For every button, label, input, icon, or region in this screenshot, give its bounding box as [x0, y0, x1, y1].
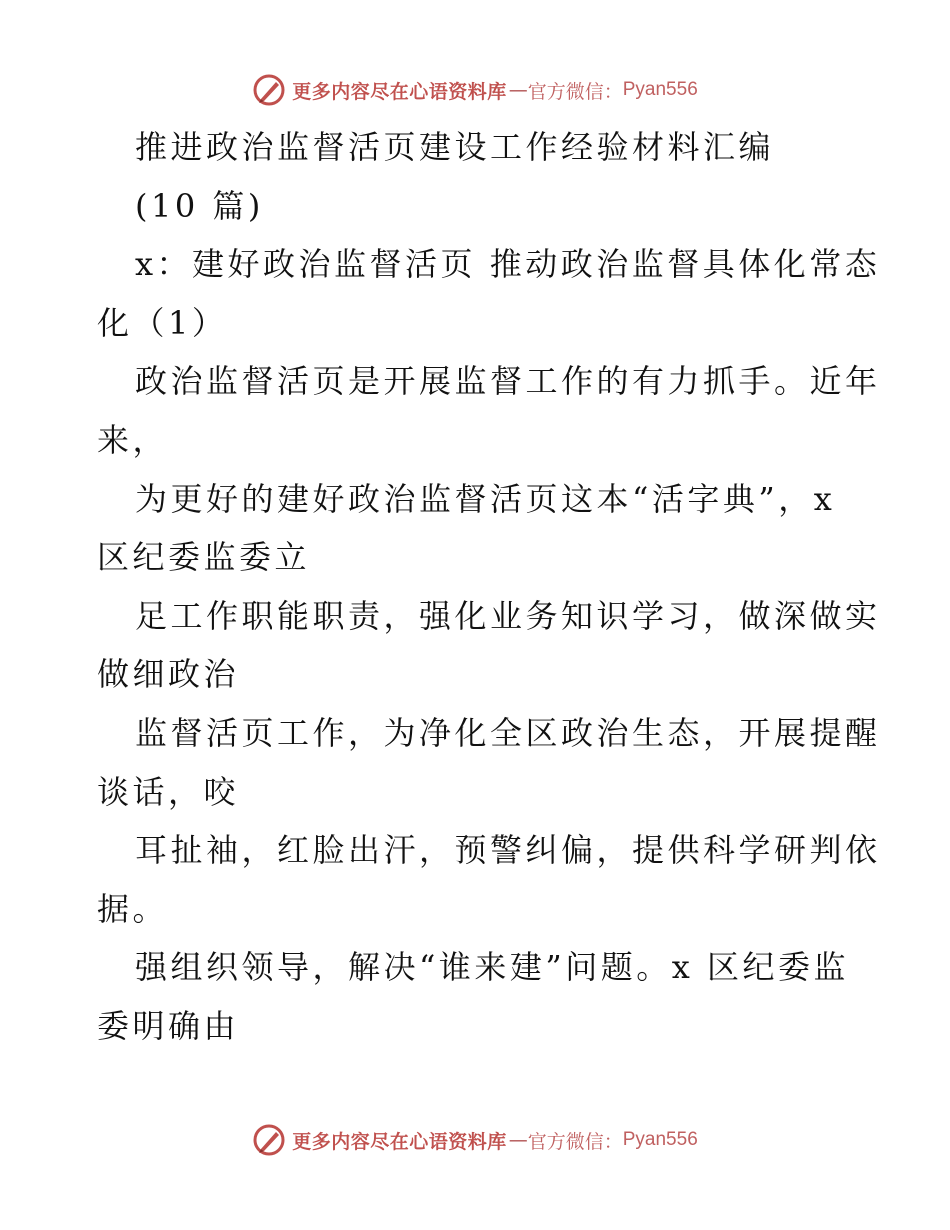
watermark-account: Pyan556 — [622, 79, 698, 100]
paragraph-line: 耳扯袖，红脸出汗，预警纠偏，提供科学研判依 — [135, 831, 881, 870]
paragraph-line: 委明确由 — [97, 1006, 240, 1045]
watermark-brand: 更多内容尽在心语资料库 — [292, 1130, 507, 1153]
paragraph-line: 政治监督活页是开展监督工作的有力抓手。近年 — [135, 362, 881, 401]
doc-title: 推进政治监督活页建设工作经验材料汇编 — [135, 128, 775, 166]
header-watermark — [0, 70, 950, 110]
pen-logo-icon — [252, 73, 286, 107]
doc-title-count: (10 篇) — [135, 186, 264, 225]
paragraph-line: 据。 — [97, 889, 169, 928]
watermark-dash: — — [508, 1129, 526, 1151]
section-heading: x：建好政治监督活页 推动政治监督具体化常态 — [135, 245, 881, 284]
paragraph-line: 谈话，咬 — [97, 772, 240, 811]
footer-watermark — [0, 1120, 950, 1160]
watermark-label: 官方微信： — [527, 1130, 623, 1153]
document-body — [97, 118, 881, 1056]
paragraph-line: 来， — [97, 420, 169, 459]
watermark-dash: — — [508, 79, 526, 101]
paragraph-line: 监督活页工作，为净化全区政治生态，开展提醒 — [135, 713, 881, 752]
watermark-account: Pyan556 — [622, 1129, 698, 1150]
paragraph-line: 足工作职能职责，强化业务知识学习，做深做实 — [135, 596, 881, 635]
section-heading-cont: 化（1） — [97, 303, 228, 342]
pen-logo-icon — [252, 1123, 286, 1157]
watermark-brand: 更多内容尽在心语资料库 — [292, 80, 507, 103]
paragraph-line: 区纪委监委立 — [97, 538, 311, 577]
paragraph-line: 强组织领导，解决“谁来建”问题。x 区纪委监 — [135, 948, 849, 987]
paragraph-line: 做细政治 — [97, 655, 240, 694]
paragraph-line: 为更好的建好政治监督活页这本“活字典”，x — [135, 479, 836, 518]
watermark-label: 官方微信： — [527, 80, 623, 103]
